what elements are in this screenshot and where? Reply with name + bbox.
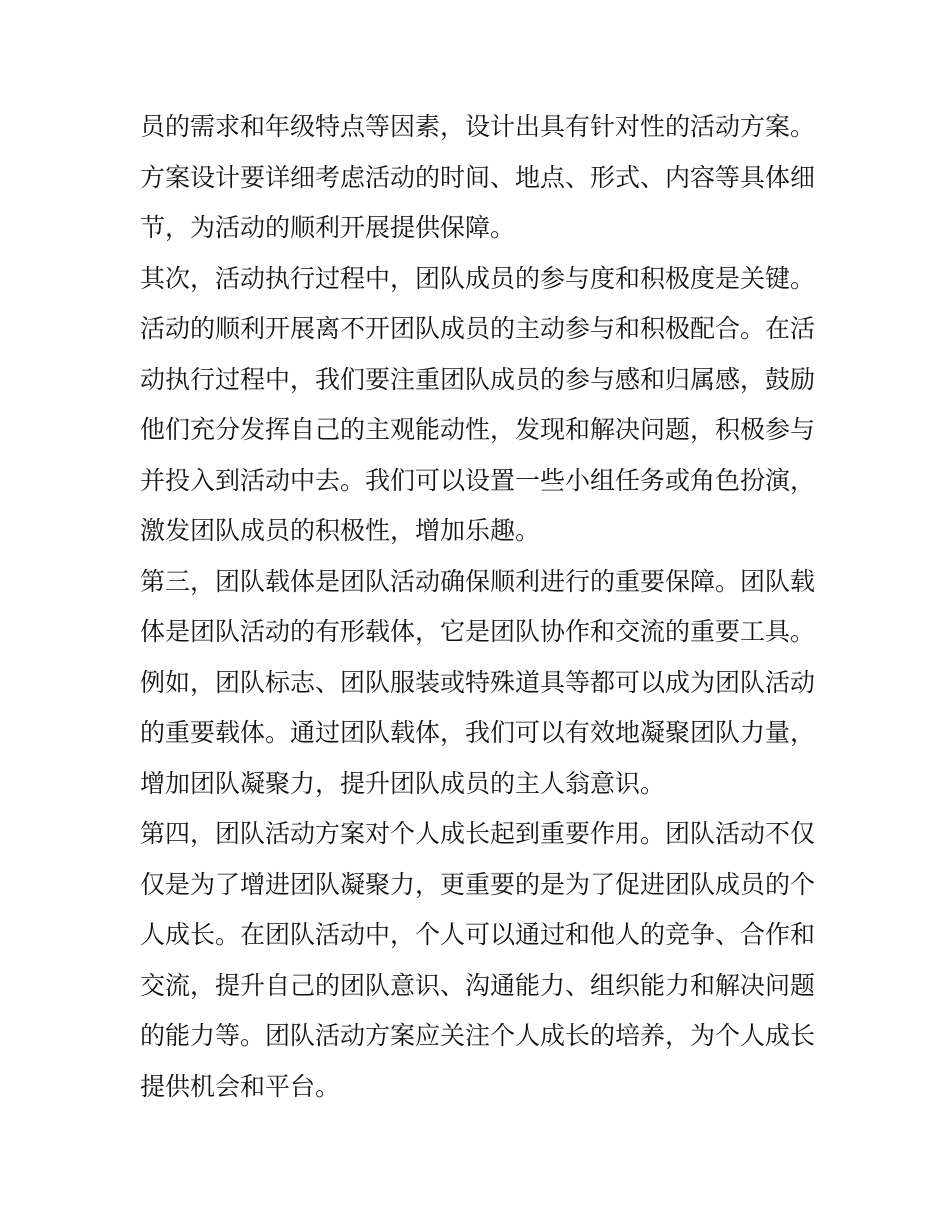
text-line: 其次，活动执行过程中，团队成员的参与度和积极度是关键。 — [140, 263, 816, 293]
body-text — [140, 102, 820, 1112]
text-line: 增加团队凝聚力，提升团队成员的主人翁意识。 — [140, 768, 666, 798]
text-line: 第三，团队载体是团队活动确保顺利进行的重要保障。团队载 — [140, 566, 816, 596]
text-line: 节，为活动的顺利开展提供保障。 — [140, 213, 516, 242]
text-line: 并投入到活动中去。我们可以设置一些小组任务或角色扮演， — [140, 465, 816, 495]
text-line: 他们充分发挥自己的主观能动性，发现和解决问题，积极参与 — [140, 415, 816, 444]
text-line: 的重要载体。通过团队载体，我们可以有效地凝聚团队力量， — [140, 718, 816, 747]
text-line: 提供机会和平台。 — [140, 1071, 341, 1101]
text-line: 活动的顺利开展离不开团队成员的主动参与和积极配合。在活 — [140, 314, 816, 343]
text-line: 交流，提升自己的团队意识、沟通能力、组织能力和解决问题 — [140, 970, 816, 1000]
text-line: 方案设计要详细考虑活动的时间、地点、形式、内容等具体细 — [140, 162, 816, 192]
text-line: 例如，团队标志、团队服装或特殊道具等都可以成为团队活动 — [140, 667, 816, 697]
text-line: 激发团队成员的积极性，增加乐趣。 — [140, 516, 541, 545]
text-line: 第四，团队活动方案对个人成长起到重要作用。团队活动不仅 — [140, 819, 816, 848]
text-line: 人成长。在团队活动中，个人可以通过和他人的竞争、合作和 — [140, 920, 816, 949]
text-line: 员的需求和年级特点等因素，设计出具有针对性的活动方案。 — [140, 112, 816, 141]
text-line: 仅是为了增进团队凝聚力，更重要的是为了促进团队成员的个 — [140, 869, 816, 899]
text-line: 的能力等。团队活动方案应关注个人成长的培养，为个人成长 — [140, 1021, 816, 1050]
text-line: 动执行过程中，我们要注重团队成员的参与感和归属感，鼓励 — [140, 364, 816, 394]
text-line: 体是团队活动的有形载体，它是团队协作和交流的重要工具。 — [140, 617, 816, 646]
